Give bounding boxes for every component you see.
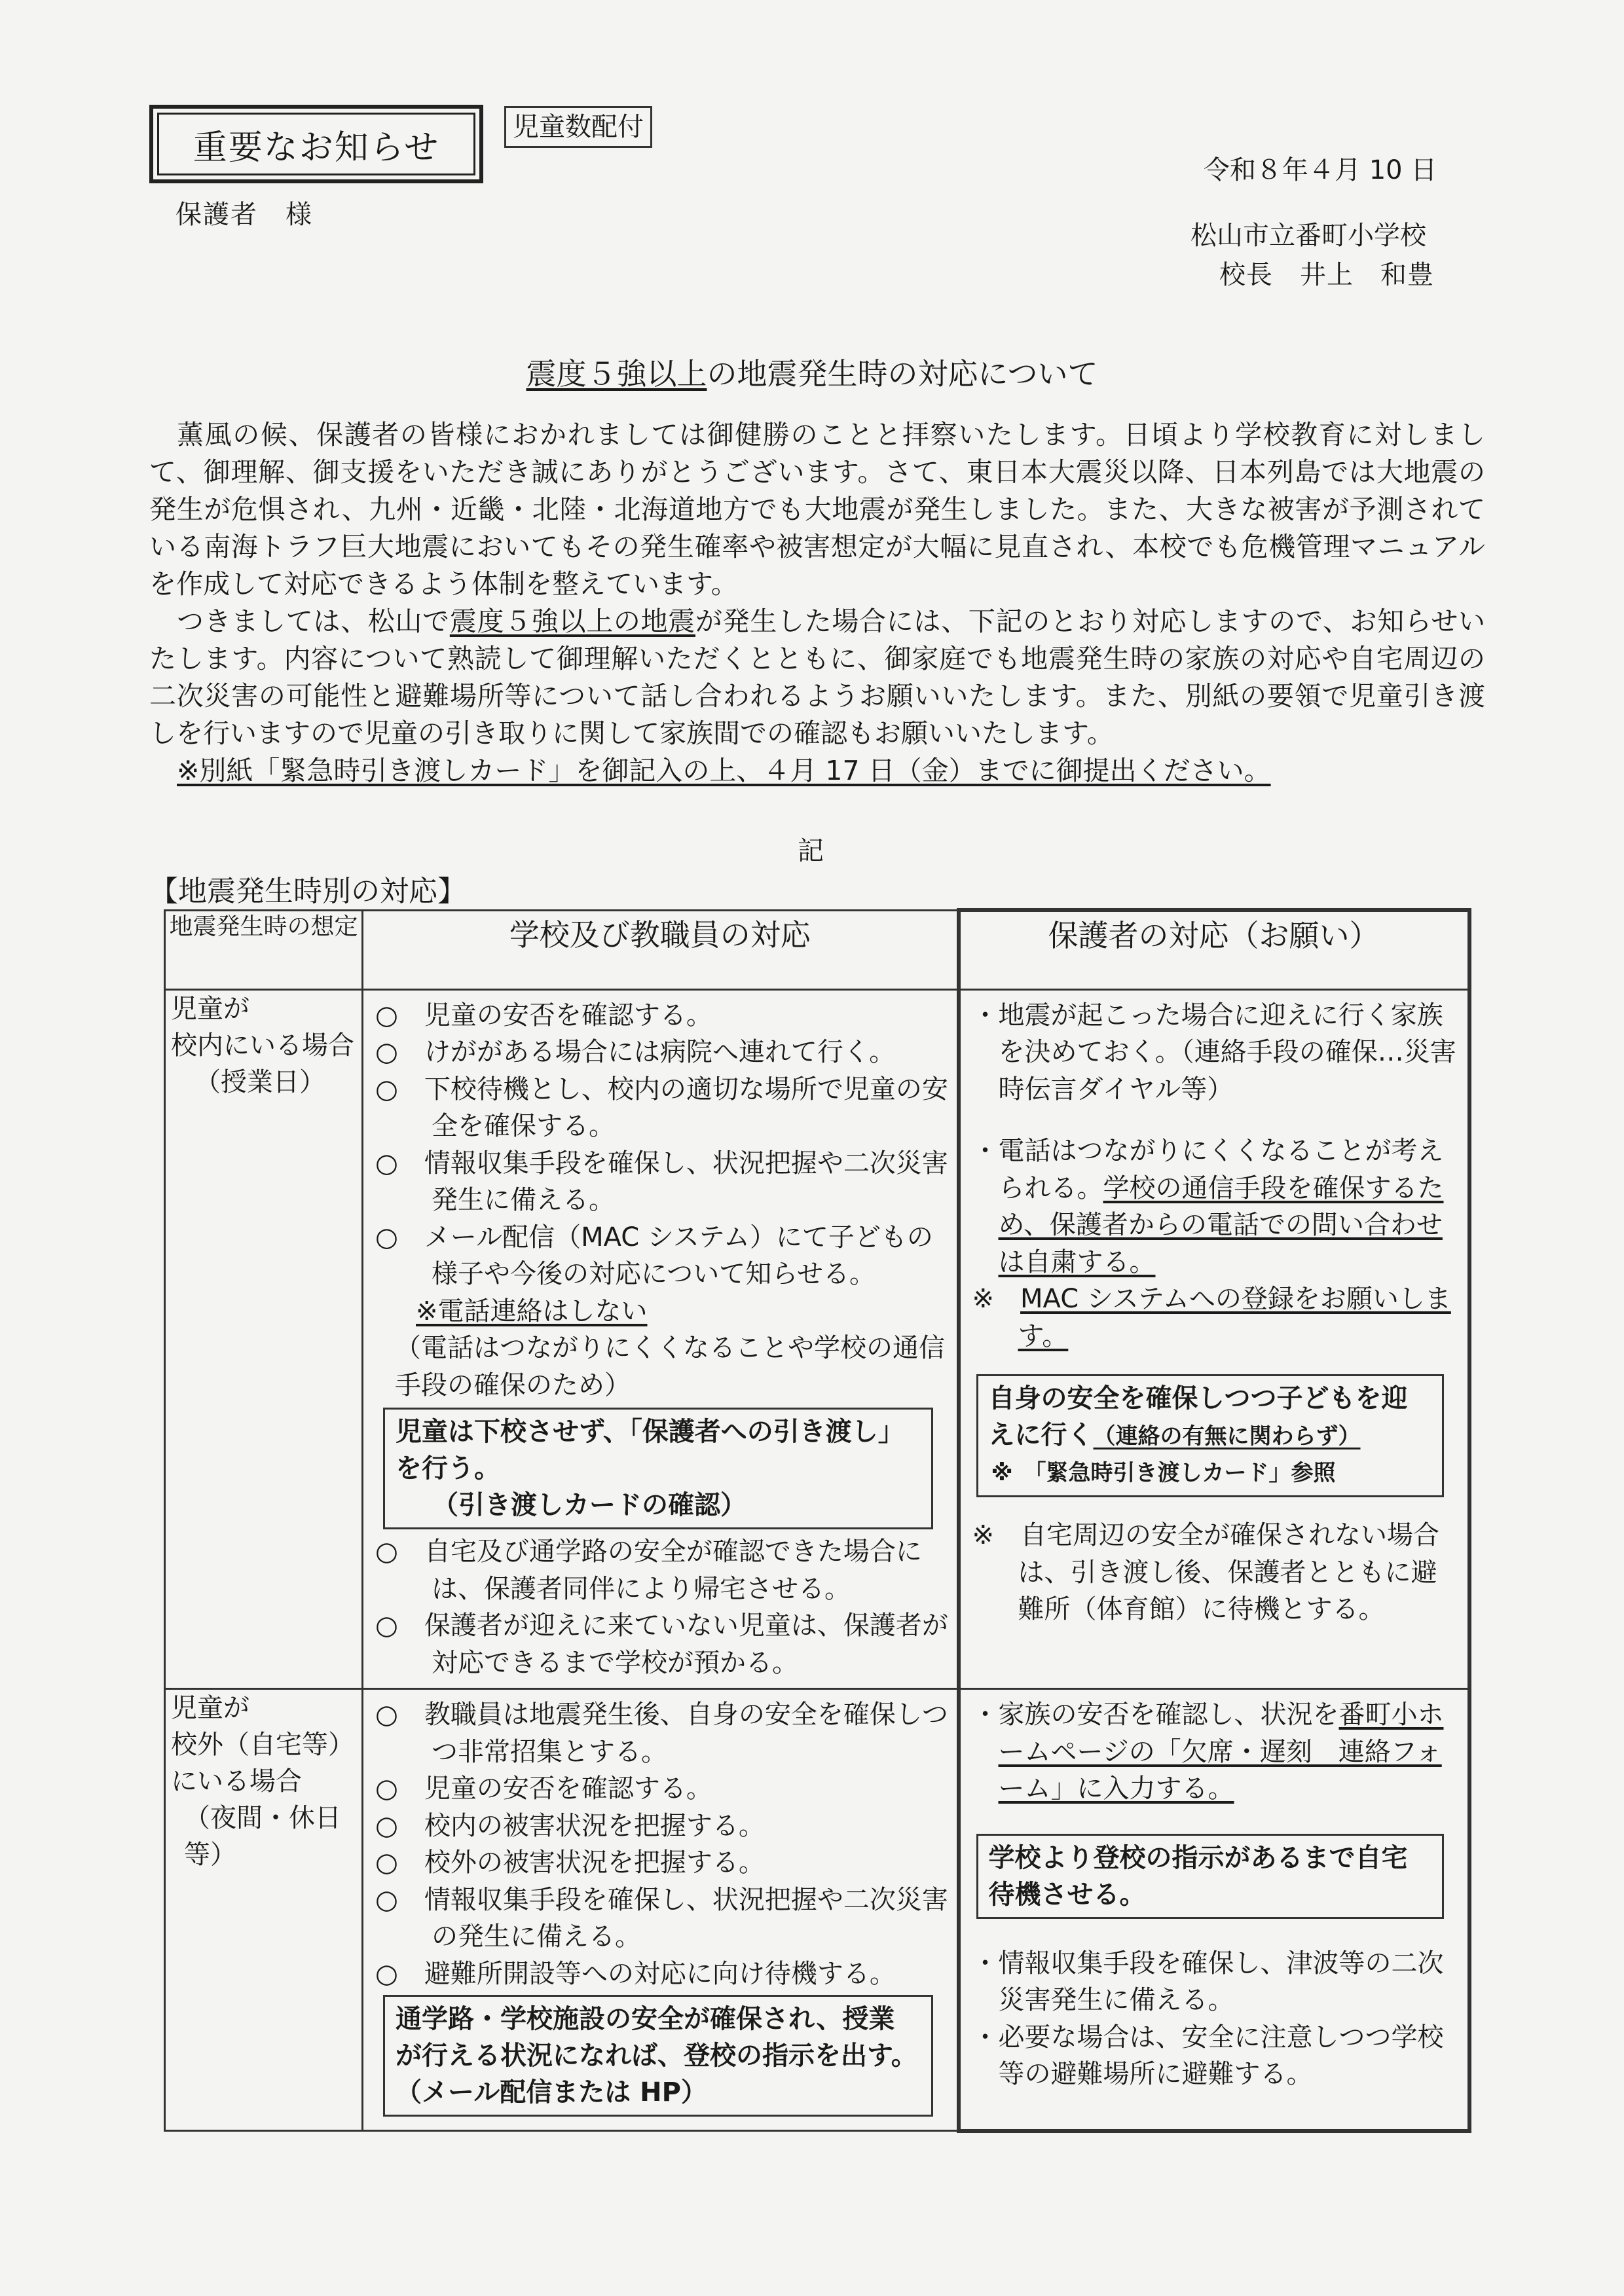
list-item: ※ 自宅周辺の安全が確保されない場合は、引き渡し後、保護者とともに避難所（体育館）に待機とする。 [972,1520,1440,1624]
pickup-box [976,1374,1444,1497]
handover-box [383,1408,933,1529]
list-item: ○ 情報収集手段を確保し、状況把握や二次災害発生に備える。 [375,1148,948,1215]
scenario-outside-school [165,1689,363,2131]
spacer [972,1108,1460,1133]
list-item [972,1133,1460,1281]
parent-response-outside-school [959,1689,1469,2131]
salutation: 保護者 様 [175,200,313,230]
list-item: ○ 自宅及び通学路の安全が確認できた場合には、保護者同伴により帰宅させる。 [375,1537,922,1604]
pickup-box-sub: （連絡の有無に関わらず） [1093,1423,1361,1449]
list-item: ○ メール配信（MAC システム）にて子どもの様子や今後の対応について知らせる。 [375,1222,933,1289]
handover-box-text: 児童は下校させず、「保護者への引き渡し」を行う。 [396,1417,904,1484]
phone-note-text: ※電話連絡はしない [416,1296,648,1326]
pickup-box-note: ※ 「緊急時引き渡しカード」参照 [991,1460,1336,1486]
phone-note [375,1293,949,1330]
handover-box-sub: （引き渡しカードの確認） [432,1490,747,1520]
list-item: ○ 教職員は地震発生後、自身の安全を確保しつつ非常招集とする。 [375,1700,948,1767]
list-item: ○ 校外の被害状況を把握する。 [375,1848,765,1878]
list-item: ・情報収集手段を確保し、津波等の二次災害発生に備える。 [972,1948,1444,2015]
list-item: ○ 児童の安否を確認する。 [375,1774,712,1804]
paragraph-2-underlined: 震度５強以上の地震 [449,606,695,637]
header-school-response: 学校及び教職員の対応 [363,910,959,989]
important-notice-label: 重要なお知らせ [157,113,475,175]
submission-note-text: ※別紙「緊急時引き渡しカード」を御記入の上、４月 17 日（金）までに御提出ください。 [177,755,1271,786]
title-rest: の地震発生時の対応について [707,356,1098,392]
header-parent-response: 保護者の対応（お願い） [959,910,1469,989]
list-item: ○ 避難所開設等への対応に向け待機する。 [375,1958,896,1989]
submission-note [149,752,1485,790]
scenario-label-line: 児童が [171,993,249,1024]
paragraph-2-b: が発生した場合には、下記のとおり対応しますので、お知らせいたします。内容について熟読して御理解いただくとともに、御家庭でも地震発生時の家族の対応や自宅周辺の二次災害の可能性と避難場所等について話し合われるようお願いいたします。また、別紙の要領で児童引き渡しを行いますので児童の引き取りに関して家族間での確認もお願いいたします。 [149,606,1486,749]
list-item: ○ 下校待機とし、校内の適切な場所で児童の安全を確保する。 [375,1074,948,1141]
intro-paragraphs [149,416,1485,790]
list-item: ○ けががある場合には病院へ連れて行く。 [375,1037,896,1067]
paragraph-1: 薫風の候、保護者の皆様におかれましては御健勝のことと拝察いたします。日頃より学校教育に対しまして、御理解、御支援をいただき誠にありがとうございます。さて、東日本大震災以降、日本列島では大地震の発生が危惧され、九州・近畿・北陸・北海道地方でも大地震が発生しました。また、大きな被害が予測されている南海トラフ巨大地震においてもその発生確率や被害想定が大幅に見直され、本校でも危機管理マニュアルを作成して対応できるよう体制を整えています。 [149,419,1485,600]
table-header-row [165,910,1469,989]
scenario-label-line: （授業日） [194,1066,325,1097]
parent-text-underlined: MAC システムへの登録をお願いします。 [1018,1284,1451,1351]
parent-text-underlined: 学校の通信手段を確保するため、保護者からの電話での問い合わせは自粛する。 [998,1173,1444,1277]
important-notice-box [149,105,483,183]
header-scenario: 地震発生時の想定 [165,910,363,989]
wait-at-home-box: 学校より登校の指示があるまで自宅待機させる。 [976,1834,1444,1919]
resume-school-box: 通学路・学校施設の安全が確保され、授業が行える状況になれば、登校の指示を出す。（メール配信または HP） [383,1995,933,2117]
table-row [165,1689,1469,2131]
list-item: ○ 校内の被害状況を把握する。 [375,1810,765,1841]
list-item [972,1696,1460,1808]
paragraph-2-a: つきましては、松山で [177,606,450,637]
distribution-tag: 児童数配付 [504,106,652,148]
scenario-label-line: 校外（自宅等）にいる場合 [171,1730,354,1796]
pickup-box-text: 自身の安全を確保しつつ子どもを迎えに行く [988,1383,1408,1450]
title-underlined: 震度５強以上 [526,356,707,392]
parent-text: ・電話はつながりにくくなることが考えられる。 [972,1136,1444,1203]
paragraph-2 [149,603,1485,752]
table-row [165,989,1469,1689]
section-heading: 【地震発生時別の対応】 [149,875,466,908]
issue-date: 令和８年４月 10 日 [1204,155,1437,185]
scenario-label-line: 校内にいる場合 [171,1030,354,1061]
school-name: 松山市立番町小学校 [1190,221,1426,251]
list-item: ○ 情報収集手段を確保し、状況把握や二次災害の発生に備える。 [375,1884,948,1952]
phone-reason: （電話はつながりにくくなることや学校の通信手段の確保のため） [395,1333,945,1400]
principal-name: 校長 井上 和豊 [1219,260,1434,290]
list-item: ・必要な場合は、安全に注意しつつ学校等の避難場所に避難する。 [972,2022,1444,2089]
school-response-at-school [363,989,959,1689]
scenario-at-school [165,989,363,1689]
list-item [972,1281,1460,1355]
response-table [164,908,1471,2133]
scenario-label-line: 児童が [171,1693,249,1723]
list-item: ・地震が起こった場合に迎えに行く家族を決めておく。（連絡手段の確保…災害時伝言ダイヤル等） [972,1000,1456,1104]
school-response-outside-school [363,1689,959,2131]
list-item: ○ 児童の安否を確認する。 [375,1000,712,1030]
scenario-label-line: （夜間・休日等） [184,1803,341,1870]
ki-label: 記 [798,836,824,866]
page-title [0,350,1624,393]
parent-text: ※ [972,1284,1021,1314]
parent-text-underlined: 番町小ホームページの「欠席・遅刻 連絡フォーム」に入力する。 [998,1700,1444,1804]
parent-text: ・家族の安否を確認し、状況を [972,1700,1339,1730]
parent-response-at-school [959,989,1469,1689]
list-item: ○ 保護者が迎えに来ていない児童は、保護者が対応できるまで学校が預かる。 [375,1611,948,1678]
